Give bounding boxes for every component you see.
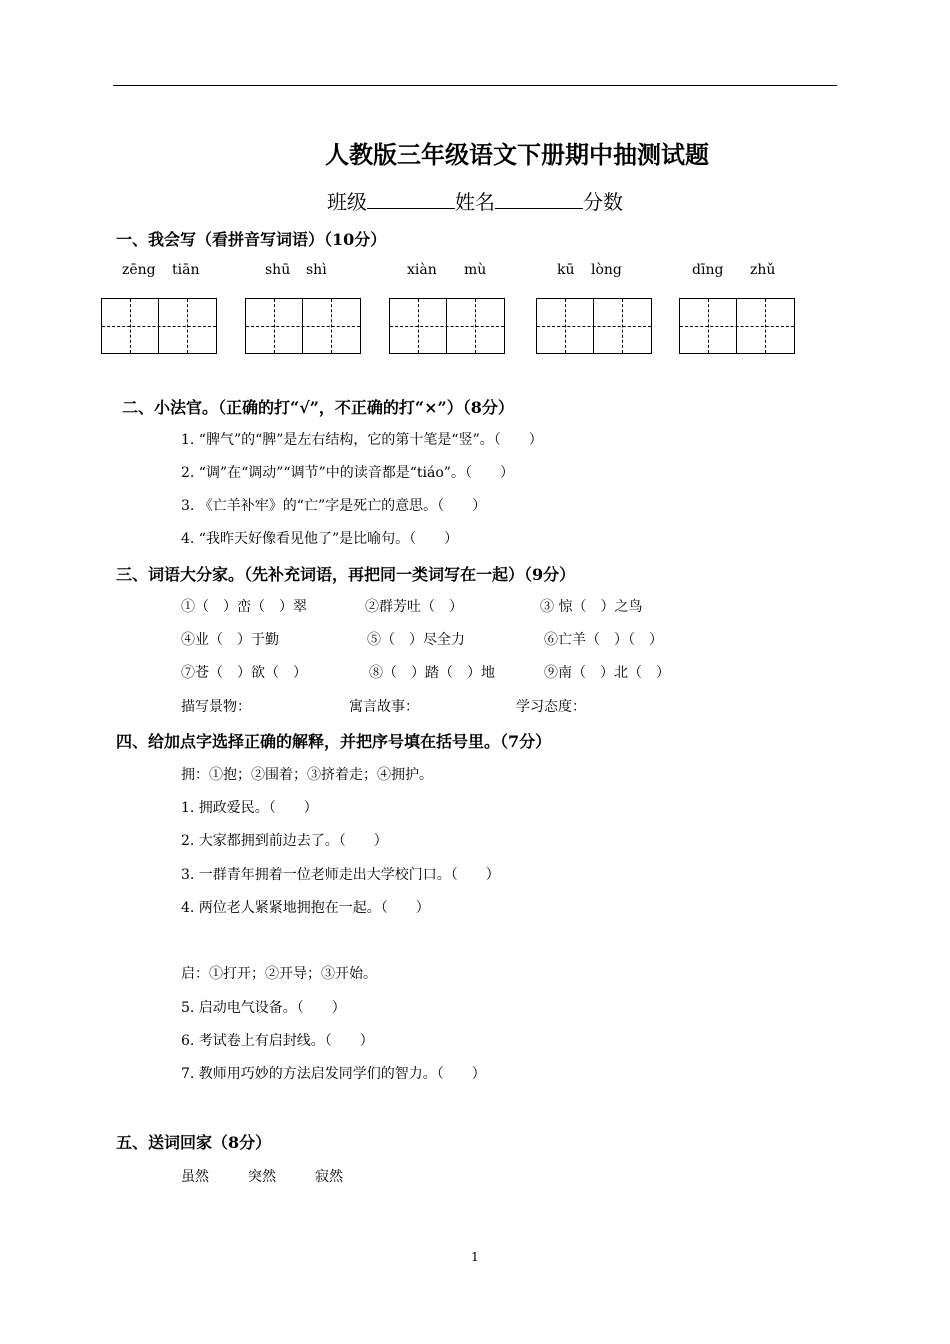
page-number: 1: [471, 1250, 479, 1264]
pinyin-3a: xiàn: [407, 262, 437, 278]
section3-heading: 三、词语大分家。（先补充词语，再把同一类词写在一起）（9分）: [116, 565, 576, 584]
category-label: 描写景物：: [181, 699, 251, 715]
word-item: 虽然: [181, 1169, 209, 1185]
score-label: 分数: [583, 190, 623, 214]
top-rule: [113, 85, 837, 86]
class-label: 班级: [327, 190, 367, 214]
pinyin-4b: lòng: [591, 262, 622, 278]
writing-grid[interactable]: [536, 298, 652, 354]
pinyin-2b: shì: [306, 262, 327, 278]
word-fill-item: ⑨南（ ）北（ ）: [544, 665, 670, 681]
word-fill-item: ④业（ ）于勤: [181, 632, 279, 648]
question-item: 1. 拥政爱民。（ ）: [181, 800, 318, 816]
writing-grid[interactable]: [679, 298, 795, 354]
question-item: 3. 一群青年拥着一位老师走出大学校门口。（ ）: [181, 867, 500, 883]
word-item: 寂然: [315, 1169, 343, 1185]
student-info: [327, 186, 623, 215]
pinyin-5a: dīng: [692, 262, 724, 278]
word-fill-item: ②群芳吐（ ）: [365, 599, 463, 615]
section5-heading: 五、送词回家（8分）: [116, 1133, 272, 1152]
page-title: 人教版三年级语文下册期中抽测试题: [325, 140, 709, 169]
question-item: 2. “调”在“调动”“调节”中的读音都是“tiáo”。（ ）: [181, 465, 514, 481]
question-item: 6. 考试卷上有启封线。（ ）: [181, 1033, 374, 1049]
class-blank[interactable]: [367, 190, 455, 209]
question-item: 2. 大家都拥到前边去了。（ ）: [181, 833, 388, 849]
category-label: 学习态度：: [516, 699, 586, 715]
pinyin-5b: zhǔ: [750, 262, 776, 278]
pinyin-3b: mù: [464, 262, 487, 278]
definition-line: 启：①打开；②开导；③开始。: [181, 966, 377, 982]
definition-line: 拥：①抱；②围着；③挤着走；④拥护。: [181, 767, 433, 783]
word-fill-item: ①（ ）峦（ ）翠: [181, 599, 307, 615]
category-label: 寓言故事：: [349, 699, 419, 715]
word-fill-item: ⑧（ ）踏（ ）地: [369, 665, 495, 681]
pinyin-2a: shū: [265, 262, 291, 278]
word-fill-item: ③ 惊（ ）之鸟: [540, 599, 643, 615]
question-item: 4. 两位老人紧紧地拥抱在一起。（ ）: [181, 900, 430, 916]
writing-grid[interactable]: [101, 298, 217, 354]
name-blank[interactable]: [495, 190, 583, 209]
name-label: 姓名: [455, 190, 495, 214]
pinyin-1b: tiān: [172, 262, 200, 278]
question-item: 5. 启动电气设备。（ ）: [181, 1000, 346, 1016]
word-fill-item: ⑥亡羊（ ）（ ）: [544, 632, 663, 648]
section1-heading: 一、我会写（看拼音写词语）（10分）: [116, 230, 387, 249]
section2-heading: 二、小法官。（正确的打“√”，不正确的打“×”）（8分）: [122, 398, 514, 417]
word-item: 突然: [248, 1169, 276, 1185]
question-item: 1. “脾气”的“脾”是左右结构，它的第十笔是“竖”。（ ）: [181, 432, 543, 448]
pinyin-1a: zēng: [122, 262, 156, 278]
question-item: 4. “我昨天好像看见他了”是比喻句。（ ）: [181, 531, 459, 547]
writing-grid[interactable]: [245, 298, 361, 354]
section4-heading: 四、给加点字选择正确的解释，并把序号填在括号里。（7分）: [116, 732, 552, 751]
question-item: 3. 《亡羊补牢》的“亡”字是死亡的意思。（ ）: [181, 498, 487, 514]
pinyin-4a: kū: [557, 262, 575, 278]
question-item: 7. 教师用巧妙的方法启发同学们的智力。（ ）: [181, 1066, 486, 1082]
word-fill-item: ⑤（ ）尽全力: [367, 632, 465, 648]
word-fill-item: ⑦苍（ ）欲（ ）: [181, 665, 307, 681]
writing-grid[interactable]: [389, 298, 505, 354]
